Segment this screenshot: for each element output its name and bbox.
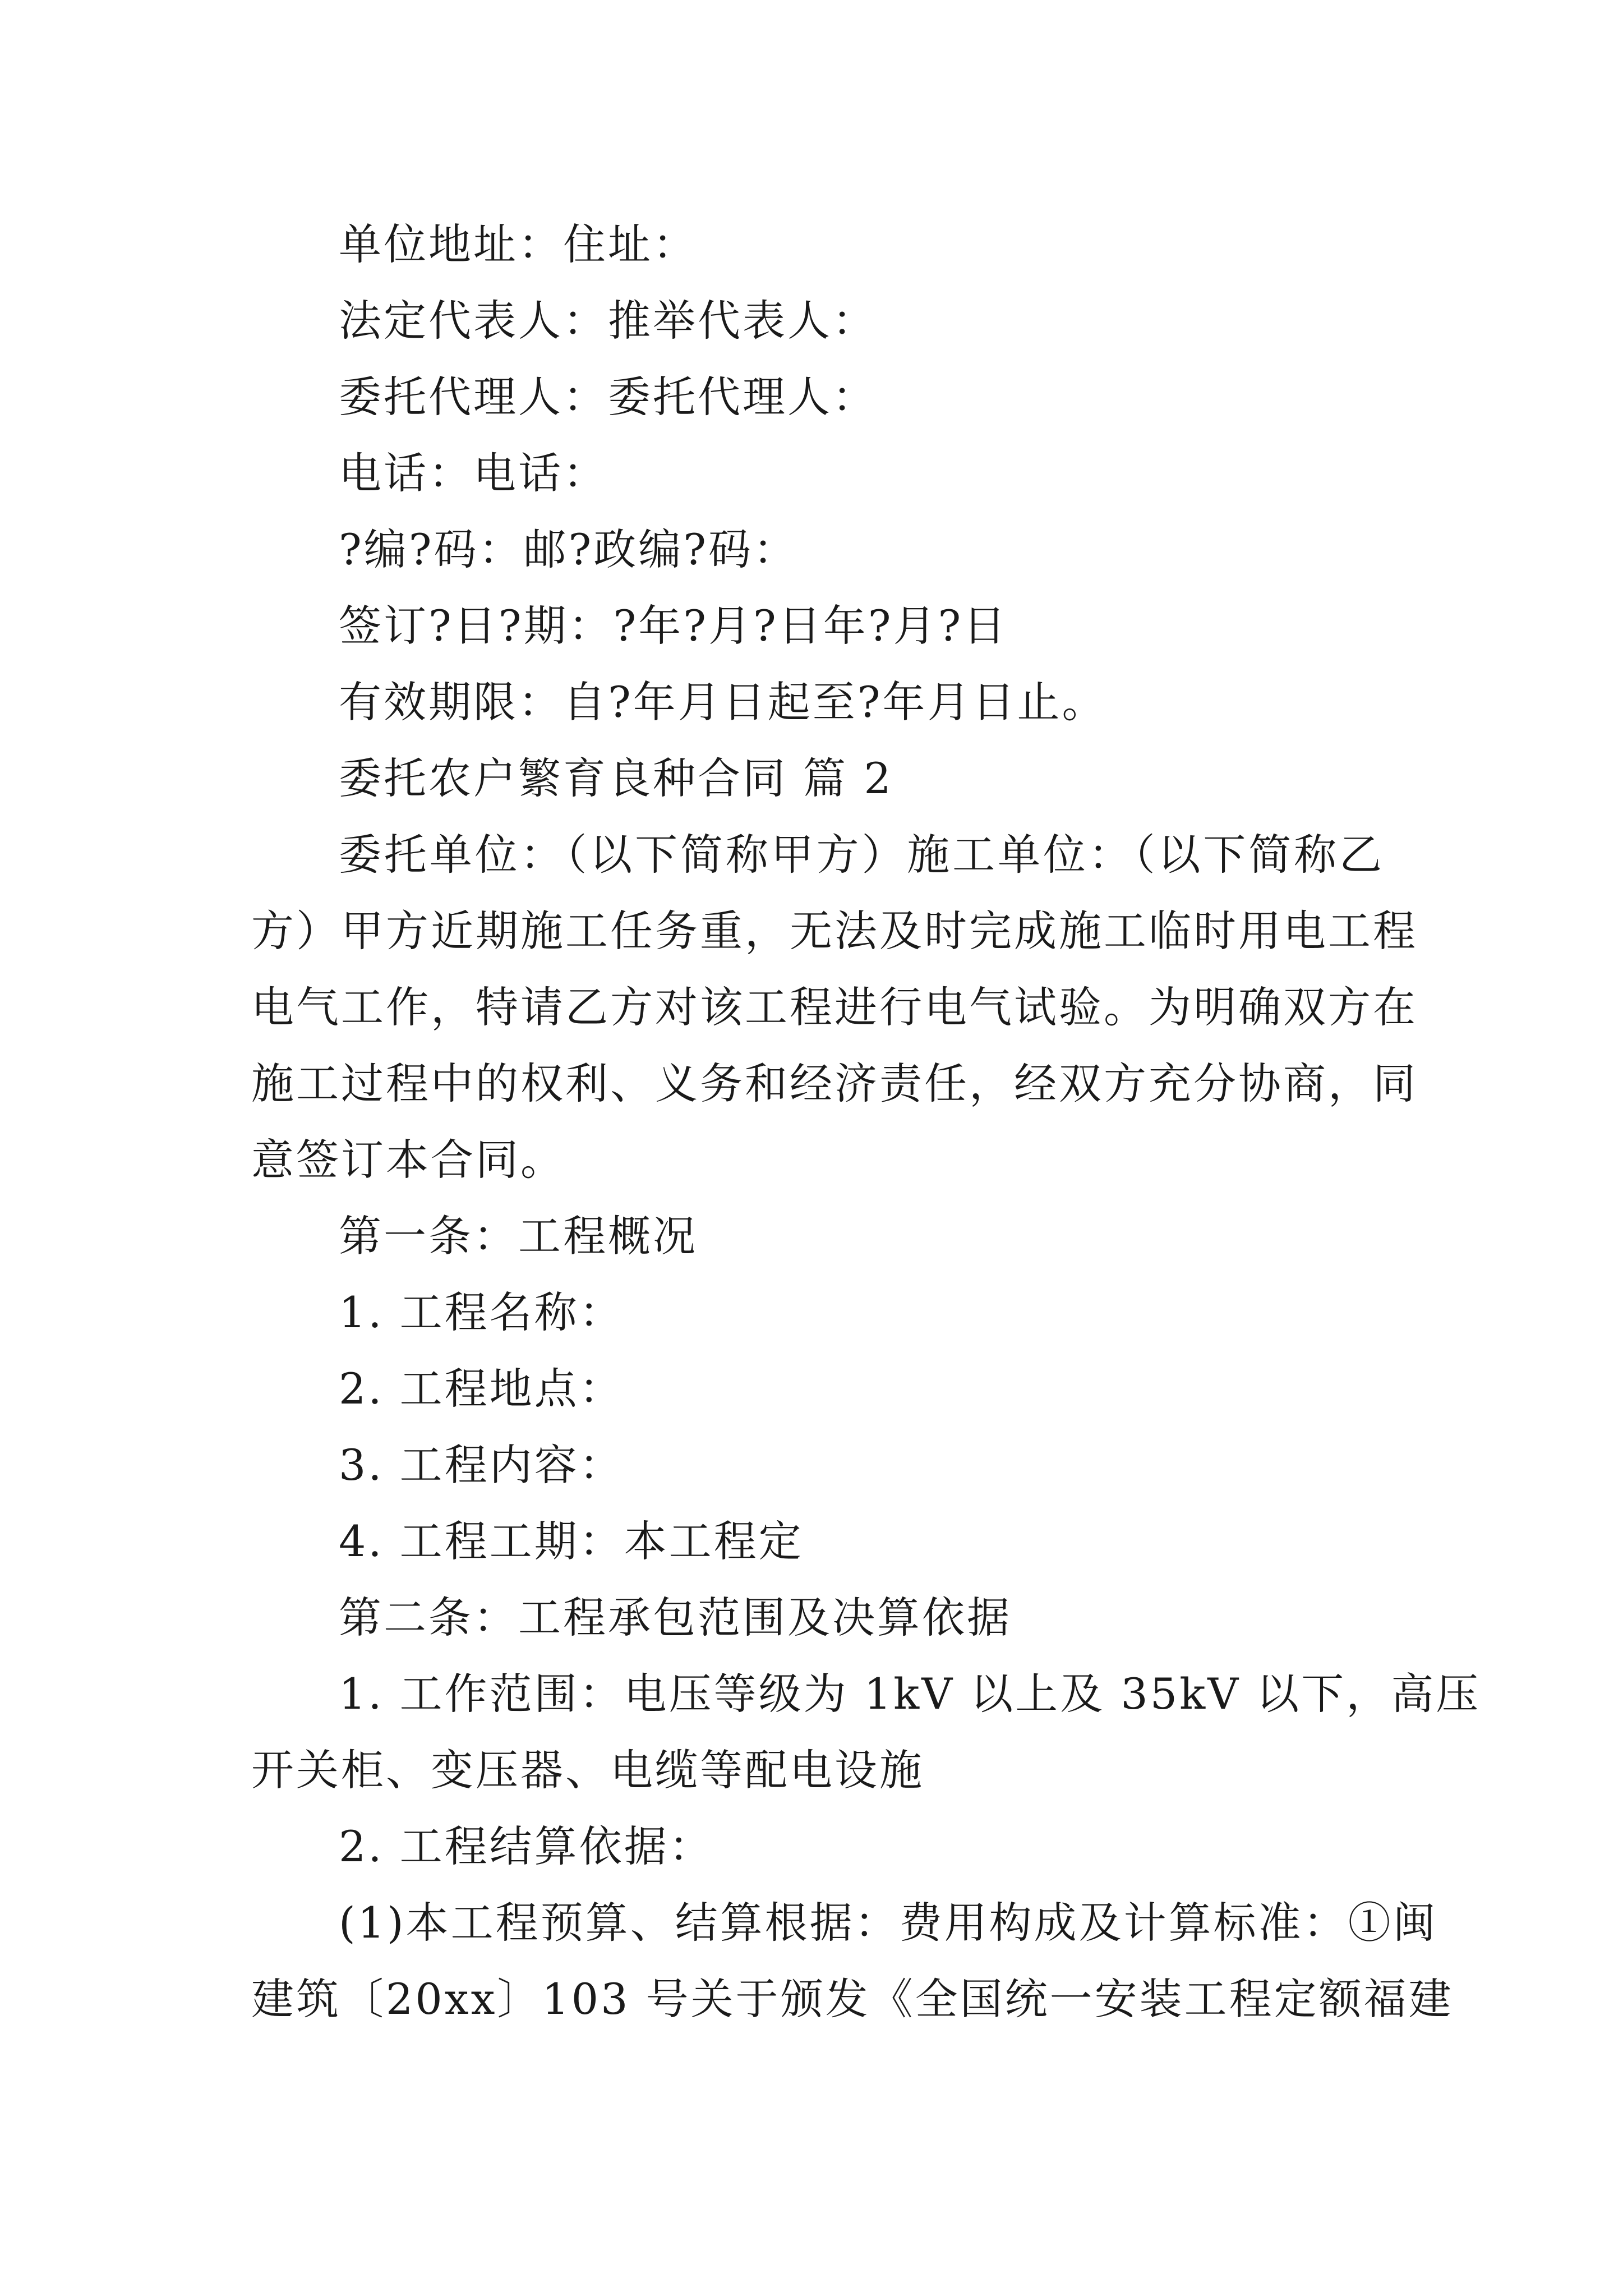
list-item: 1. 工程名称： [339, 1287, 624, 1337]
article-heading: 第二条：工程承包范围及决算依据 [339, 1593, 1012, 1642]
text-line: 委托代理人：委托代理人： [339, 372, 877, 422]
paragraph-line: 委托单位：（以下简称甲方）施工单位：（以下简称乙 [339, 830, 1384, 880]
text-line: 电话：电话： [339, 448, 608, 498]
list-item: 4. 工程工期：本工程定 [339, 1516, 804, 1566]
text-line: 单位地址：住址： [339, 219, 698, 269]
text-line: ?编?码：邮?政编?码： [339, 524, 798, 574]
paragraph-line: 意签订本合同。 [251, 1135, 565, 1185]
section-heading: 委托农户繁育良种合同 篇 2 [339, 753, 893, 803]
text-line: 法定代表人：推举代表人： [339, 296, 877, 346]
article-heading: 第一条：工程概况 [339, 1211, 698, 1261]
paragraph-line: 方）甲方近期施工任务重，无法及时完成施工临时用电工程 [251, 906, 1418, 956]
list-item: 2. 工程地点： [339, 1364, 624, 1414]
list-item: 3. 工程内容： [339, 1440, 624, 1490]
paragraph-line: (1)本工程预算、结算根据：费用构成及计算标准：①闽 [339, 1898, 1438, 1948]
text-line: 有效期限：自?年月日起至?年月日止。 [339, 677, 1107, 727]
paragraph-line: 施工过程中的权利、义务和经济责任，经双方充分协商，同 [251, 1059, 1418, 1108]
list-item-continuation: 开关柜、变压器、电缆等配电设施 [251, 1745, 924, 1795]
list-item: 2. 工程结算依据： [339, 1821, 714, 1871]
paragraph-line: 建筑〔20xx〕103 号关于颁发《全国统一安装工程定额福建 [251, 1974, 1454, 2024]
paragraph-line: 电气工作，特请乙方对该工程进行电气试验。为明确双方在 [251, 982, 1418, 1032]
list-item: 1. 工作范围：电压等级为 1kV 以上及 35kV 以下，高压 [339, 1669, 1481, 1719]
text-line: 签订?日?期：?年?月?日年?月?日 [339, 601, 1008, 651]
